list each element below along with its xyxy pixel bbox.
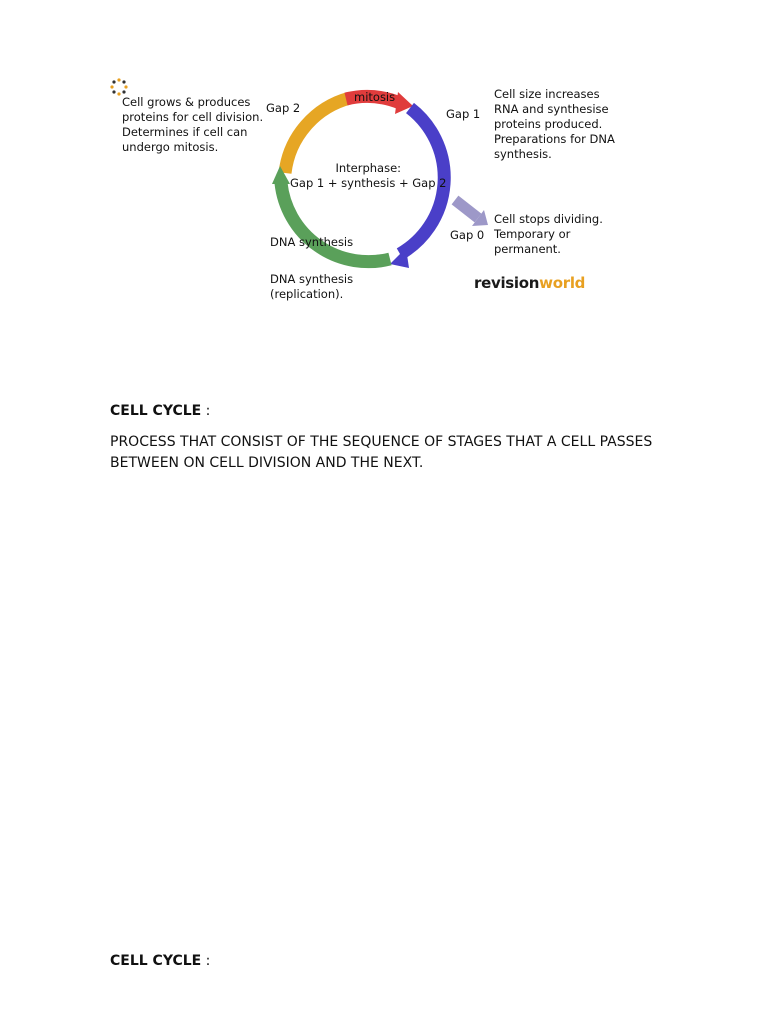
cell-cycle-diagram: [110, 78, 630, 308]
heading-1-text: CELL CYCLE: [110, 403, 202, 419]
heading-2-colon: :: [201, 953, 211, 969]
gap2-label: Gap 2: [266, 101, 301, 115]
gap1-description: Cell size increases RNA and synthesise proteins produced. Preparations for DNA synthesis.: [494, 87, 615, 161]
logo-text-part1: revision: [474, 274, 540, 292]
dna-synthesis-description: DNA synthesis (replication).: [270, 272, 354, 301]
logo-text-part2: world: [539, 274, 586, 292]
revisionworld-logo: [474, 274, 585, 292]
gap0-description: Cell stops dividing. Temporary or permanent.: [494, 212, 603, 256]
heading-1-colon: :: [201, 403, 211, 419]
gap0-label: Gap 0: [450, 228, 485, 242]
section-heading-1: [110, 403, 210, 419]
gap0-arrow: [455, 200, 478, 218]
gap2-description: Cell grows & produces proteins for cell division. Determines if cell can undergo mitosis.: [122, 95, 264, 154]
section-heading-2: [110, 953, 210, 969]
logo-dots-icon: [110, 78, 128, 96]
heading-2-text: CELL CYCLE: [110, 953, 202, 969]
definition-paragraph: PROCESS THAT CONSIST OF THE SEQUENCE OF STAGES THAT A CELL PASSES BETWEEN ON CELL DIVISION AND THE NEXT.: [110, 434, 653, 471]
interphase-label: Interphase: Gap 1 + synthesis + Gap 2: [290, 161, 447, 190]
gap1-label: Gap 1: [446, 107, 481, 121]
mitosis-label: mitosis: [354, 90, 396, 104]
dna-synthesis-label: DNA synthesis: [270, 235, 354, 249]
